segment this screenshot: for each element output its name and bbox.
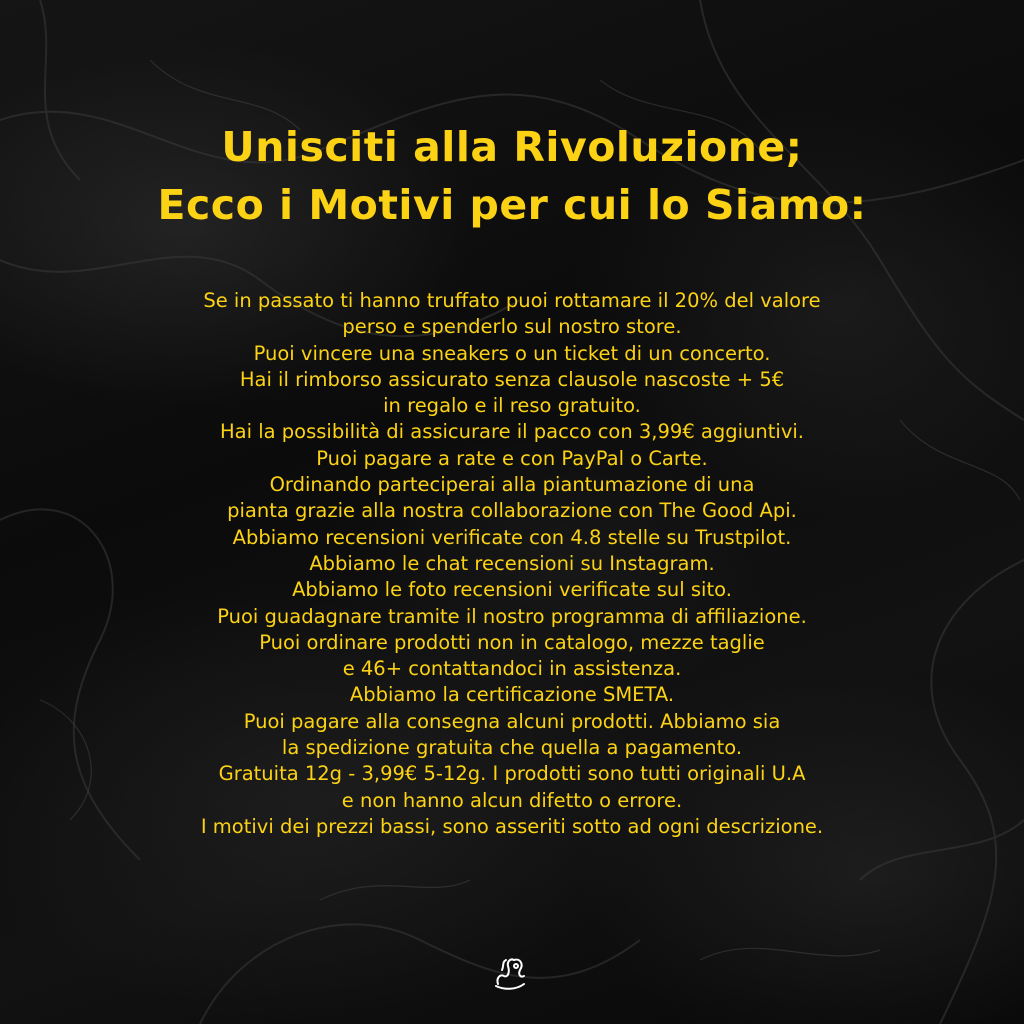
reason-line: e non hanno alcun difetto o errore. [341, 788, 683, 812]
reason-line: pianta grazie alla nostra collaborazione con The Good Api. [227, 499, 797, 523]
reason-line: e 46+ contattandoci in assistenza. [342, 657, 682, 681]
reason-line: Puoi ordinare prodotti non in catalogo, mezze taglie [259, 630, 765, 654]
reason-line: Abbiamo la certificazione SMETA. [349, 683, 675, 707]
sneaker-logo-icon [490, 950, 530, 994]
headline-line-1: Unisciti alla Rivoluzione; [221, 123, 803, 171]
reasons-list [0, 288, 1024, 840]
reason-line: Se in passato ti hanno truffato puoi rottamare il 20% del valore [203, 289, 821, 312]
reason-line: Hai la possibilità di assicurare il pacco con 3,99€ aggiuntivi. [219, 420, 804, 444]
reason-line: I motivi dei prezzi bassi, sono asseriti sotto ad ogni descrizione. [200, 814, 824, 838]
headline [0, 118, 1024, 234]
reason-line: la spedizione gratuita che quella a pagamento. [281, 736, 743, 760]
reason-line: Puoi pagare alla consegna alcuni prodotti. Abbiamo sia [243, 709, 781, 733]
reason-line: Abbiamo recensioni verificate con 4.8 stelle su Trustpilot. [232, 525, 792, 549]
headline-line-2: Ecco i Motivi per cui lo Siamo: [157, 181, 867, 229]
reason-line: in regalo e il reso gratuito. [383, 394, 641, 418]
reason-line: Puoi pagare a rate e con PayPal o Carte. [316, 446, 708, 470]
reason-line: Abbiamo le foto recensioni verificate sul sito. [292, 578, 732, 602]
reason-line: Abbiamo le chat recensioni su Instagram. [309, 551, 715, 575]
reason-line: Puoi guadagnare tramite il nostro programma di affiliazione. [217, 604, 807, 628]
reason-line: perso e spenderlo sul nostro store. [342, 315, 682, 339]
reason-line: Ordinando parteciperai alla piantumazione di una [269, 473, 755, 497]
reason-line: Puoi vincere una sneakers o un ticket di un concerto. [253, 341, 771, 365]
reason-line: Gratuita 12g - 3,99€ 5-12g. I prodotti sono tutti originali U.A [218, 762, 806, 786]
reason-line: Hai il rimborso assicurato senza clausole nascoste + 5€ [239, 367, 785, 391]
